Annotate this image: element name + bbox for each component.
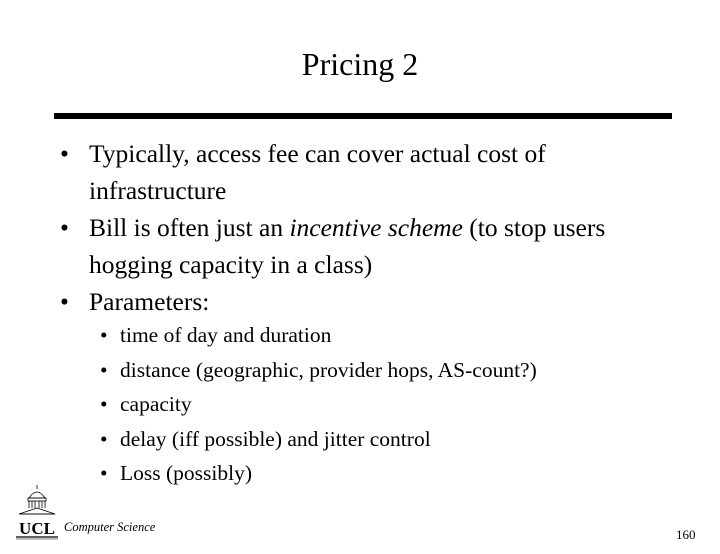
- sub-bullet-text: Loss (possibly): [120, 461, 252, 485]
- sub-bullet-item: [100, 422, 660, 457]
- bullet-dot: •: [60, 287, 69, 316]
- bullet-text: Typically, access fee can cover actual cost of infrastructure: [89, 139, 546, 205]
- bullet-dot: •: [100, 357, 108, 382]
- bullet-item-2: [60, 209, 660, 283]
- sub-bullet-item: [100, 353, 660, 388]
- sub-bullet-item: [100, 456, 660, 491]
- bullet-dot: •: [60, 139, 69, 168]
- title-underline-rule: [54, 113, 672, 119]
- bullet-dot: •: [60, 213, 69, 242]
- logo-text: UCL: [19, 519, 55, 538]
- bullet-text-part: (to stop users hogging capacity in a class): [89, 213, 606, 279]
- sub-bullet-text: delay (iff possible) and jitter control: [120, 426, 431, 451]
- bullet-item-3: [60, 283, 660, 320]
- main-bullet-list: [60, 135, 660, 320]
- bullet-item-1: [60, 135, 660, 209]
- sub-bullet-item: [100, 318, 660, 353]
- bullet-text-part: Bill is often just an: [89, 213, 290, 242]
- page-number: 160: [676, 527, 696, 542]
- sub-bullet-text: capacity: [120, 392, 192, 416]
- bullet-dot: •: [100, 323, 108, 347]
- bullet-dot: •: [100, 426, 108, 451]
- bullet-dot: •: [100, 392, 108, 416]
- ucl-logo: [14, 484, 60, 544]
- bullet-dot: •: [100, 461, 108, 485]
- footer-department: Computer Science: [64, 520, 156, 534]
- slide-title: Pricing 2: [301, 46, 419, 82]
- sub-bullet-list: [100, 318, 660, 491]
- sub-bullet-item: [100, 387, 660, 422]
- bullet-text-emphasis: incentive scheme: [289, 213, 463, 242]
- sub-bullet-text: distance (geographic, provider hops, AS-count?): [120, 357, 537, 382]
- bullet-text: Parameters:: [89, 287, 210, 316]
- sub-bullet-text: time of day and duration: [120, 323, 332, 347]
